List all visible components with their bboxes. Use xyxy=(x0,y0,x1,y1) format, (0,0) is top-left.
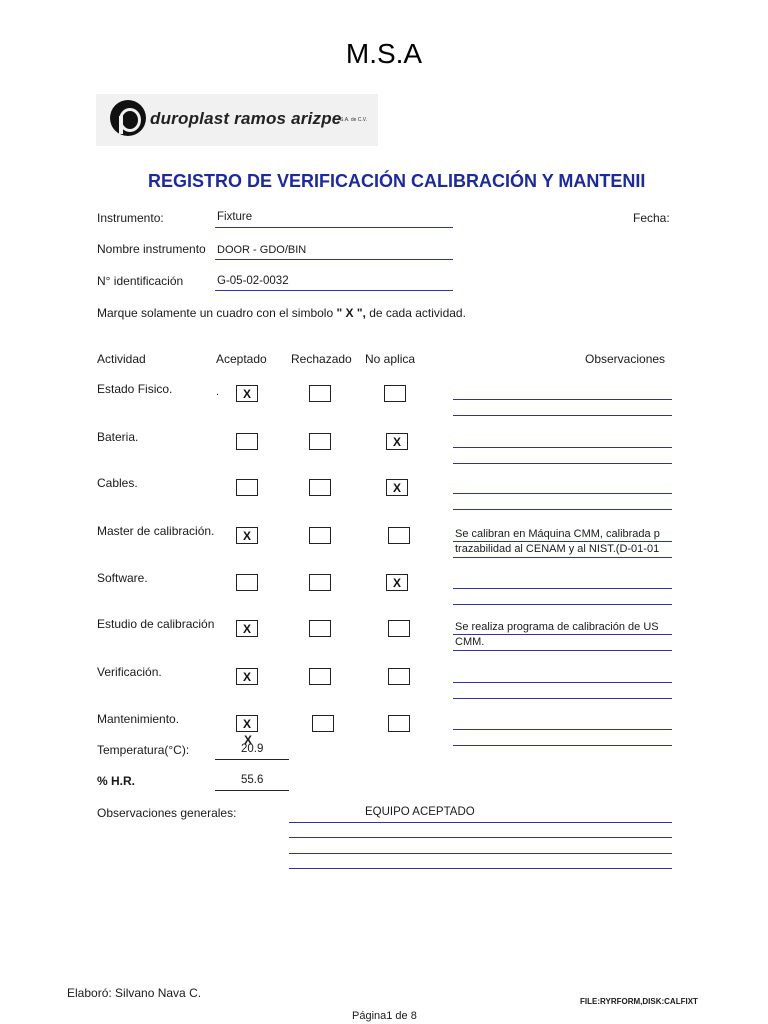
checkbox-rechazado[interactable] xyxy=(312,715,334,732)
fecha-label: Fecha: xyxy=(633,211,670,225)
instrumento-label: Instrumento: xyxy=(97,211,164,225)
instruction-symbol: " X ", xyxy=(333,306,366,320)
header-observaciones: Observaciones xyxy=(585,352,666,366)
nombre-instrumento-label: Nombre instrumento xyxy=(97,242,206,256)
x-mark: X xyxy=(242,387,251,401)
temperatura-label: Temperatura(°C): xyxy=(97,743,190,757)
observation-line xyxy=(453,509,672,510)
stray-dot: . xyxy=(216,386,220,398)
x-mark: X xyxy=(392,481,401,495)
observation-line xyxy=(453,415,672,416)
humedad-value: 55.6 xyxy=(241,774,264,786)
humedad-underline xyxy=(215,790,289,791)
obs-gen-line-2 xyxy=(289,837,672,838)
activity-name: Cables. xyxy=(97,476,138,490)
x-mark: X xyxy=(392,435,401,449)
observation-line xyxy=(453,541,672,542)
checkbox-no-aplica[interactable] xyxy=(386,479,408,496)
page-title: M.S.A xyxy=(345,38,423,69)
logo-text: duroplast ramos arizpe xyxy=(150,109,342,128)
observation-text: CMM. xyxy=(455,636,485,648)
observation-text: trazabilidad al CENAM y al NIST.(D-01-01 xyxy=(455,543,660,555)
obs-gen-line-1 xyxy=(289,822,672,823)
identificacion-label: N° identificación xyxy=(97,274,184,288)
x-mark: X xyxy=(242,529,251,543)
checkbox-aceptado[interactable] xyxy=(236,527,258,544)
observation-line xyxy=(453,682,672,683)
logo-subtext: S.A. de C.V. xyxy=(340,117,368,123)
checkbox-aceptado[interactable] xyxy=(236,620,258,637)
form-title: REGISTRO DE VERIFICACIÓN CALIBRACIÓN Y MANTENII xyxy=(148,171,646,191)
extra-x-mark: X xyxy=(244,733,253,747)
instrumento-underline xyxy=(215,227,453,228)
checkbox-rechazado[interactable] xyxy=(309,574,331,591)
x-mark: X xyxy=(242,622,251,636)
checkbox-aceptado[interactable] xyxy=(236,385,258,402)
checkbox-aceptado[interactable] xyxy=(236,479,258,496)
temperatura-value: 20.9 xyxy=(241,743,264,755)
observation-line xyxy=(453,588,672,589)
footer-elaboro: Elaboró: Silvano Nava C. xyxy=(67,986,202,1000)
activity-name: Estudio de calibración xyxy=(97,617,215,631)
humedad-label: % H.R. xyxy=(97,774,136,788)
observation-line xyxy=(453,604,672,605)
checkbox-no-aplica[interactable] xyxy=(386,574,408,591)
checkbox-aceptado[interactable] xyxy=(236,574,258,591)
header-rechazado: Rechazado xyxy=(291,352,352,366)
checkbox-aceptado[interactable] xyxy=(236,433,258,450)
x-mark: X xyxy=(242,670,251,684)
checkbox-rechazado[interactable] xyxy=(309,479,331,496)
checkbox-rechazado[interactable] xyxy=(309,620,331,637)
checkbox-rechazado[interactable] xyxy=(309,433,331,450)
observation-line xyxy=(453,399,672,400)
checkbox-rechazado[interactable] xyxy=(309,668,331,685)
header-no-aplica: No aplica xyxy=(365,352,416,366)
activity-name: Mantenimiento. xyxy=(97,712,180,726)
checkbox-no-aplica[interactable] xyxy=(388,527,410,544)
activity-name: Master de calibración. xyxy=(97,524,215,538)
observation-line xyxy=(453,557,672,558)
footer-page: Página1 de 8 xyxy=(352,1010,417,1022)
checkbox-rechazado[interactable] xyxy=(309,385,331,402)
checkbox-no-aplica[interactable] xyxy=(388,668,410,685)
instruction-post: de cada actividad. xyxy=(365,306,466,320)
company-logo xyxy=(96,94,378,146)
observation-line xyxy=(453,698,672,699)
observaciones-generales-value: EQUIPO ACEPTADO xyxy=(365,806,475,818)
checkbox-aceptado[interactable] xyxy=(236,715,258,732)
nombre-instrumento-value: DOOR - GDO/BIN xyxy=(217,244,307,256)
activity-name: Verificación. xyxy=(97,665,162,679)
activity-name: Estado Fisico. xyxy=(97,382,173,396)
instrumento-value: Fixture xyxy=(217,211,253,223)
observation-line xyxy=(453,729,672,730)
nombre-underline xyxy=(215,259,453,260)
identificacion-underline xyxy=(215,290,453,291)
observaciones-generales-label: Observaciones generales: xyxy=(97,806,237,820)
activity-name: Bateria. xyxy=(97,430,139,444)
x-mark: X xyxy=(392,576,401,590)
temperatura-underline xyxy=(215,759,289,760)
observation-line xyxy=(453,493,672,494)
logo-mark-icon xyxy=(110,100,146,136)
activity-name: Software. xyxy=(97,571,148,585)
header-actividad: Actividad xyxy=(97,352,146,366)
x-mark: X xyxy=(242,717,251,731)
checkbox-no-aplica[interactable] xyxy=(388,715,410,732)
observation-line xyxy=(453,745,672,746)
checkbox-aceptado[interactable] xyxy=(236,668,258,685)
instruction-pre: Marque solamente un cuadro con el simbolo xyxy=(97,306,334,320)
checkbox-no-aplica[interactable] xyxy=(388,620,410,637)
observation-text: Se realiza programa de calibración de US xyxy=(455,621,659,633)
checkbox-no-aplica[interactable] xyxy=(384,385,406,402)
observation-line xyxy=(453,463,672,464)
header-aceptado: Aceptado xyxy=(216,352,267,366)
obs-gen-line-3 xyxy=(289,853,672,854)
instruction-text xyxy=(97,306,466,320)
observation-text: Se calibran en Máquina CMM, calibrada p xyxy=(455,528,660,540)
observation-line xyxy=(453,650,672,651)
footer-file: FILE:RYRFORM,DISK:CALFIXT xyxy=(580,997,698,1006)
checkbox-no-aplica[interactable] xyxy=(386,433,408,450)
checkbox-rechazado[interactable] xyxy=(309,527,331,544)
observation-line xyxy=(453,447,672,448)
obs-gen-line-4 xyxy=(289,868,672,869)
observation-line xyxy=(453,634,672,635)
identificacion-value: G-05-02-0032 xyxy=(217,275,289,287)
